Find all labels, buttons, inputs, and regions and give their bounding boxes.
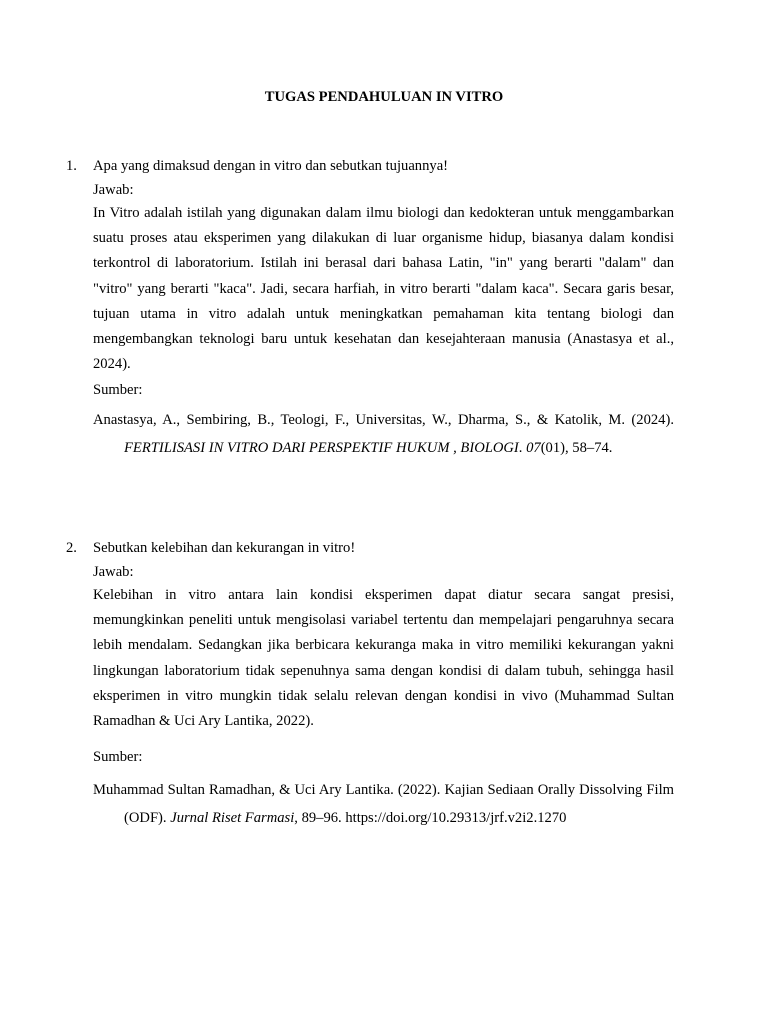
reference-text: Muhammad Sultan Ramadhan, & Uci Ary Lantika. (2022). Kajian Sediaan Orally Dissolving Film (ODF).	[93, 782, 674, 826]
reference-text: .	[518, 439, 527, 456]
question-text: Sebutkan kelebihan dan kekurangan in vitro!	[93, 540, 356, 556]
answer-text: In Vitro adalah istilah yang digunakan dalam ilmu biologi dan kedokteran untuk menggambarkan suatu proses atau eksperimen yang dilakukan di luar organisme hidup, biasanya dalam kondisi terkontrol di laboratorium. Istilah ini berasal dari bahasa Latin, "in" yang berarti "dalam" dan "vitro" yang berarti "kaca". Jadi, secara harfiah, in vitro berarti "dalam kaca". Secara garis besar, tujuan utama in vitro adalah untuk meningkatkan pemahaman kita tentang biologi dan mengembangkan teknologi baru untuk kesehatan dan kesejahteraan manusia (Anastasya et al., 2024).	[93, 205, 674, 373]
question-section-2	[66, 539, 674, 832]
reference-volume: 07	[526, 439, 541, 456]
question-row	[66, 157, 674, 175]
question-section-1	[66, 157, 674, 462]
question-text: Apa yang dimaksud dengan in vitro dan sebutkan tujuannya!	[93, 158, 449, 174]
reference-title: FERTILISASI IN VITRO DARI PERSPEKTIF HUKUM , BIOLOGI	[124, 439, 519, 456]
question-row	[66, 539, 674, 557]
reference-text: Anastasya, A., Sembiring, B., Teologi, F., Universitas, W., Dharma, S., & Katolik, M. (2024).	[93, 412, 674, 429]
reference-text: , 89–96. https://doi.org/10.29313/jrf.v2i2.1270	[294, 809, 567, 826]
reference-journal: Jurnal Riset Farmasi	[170, 809, 295, 826]
question-number: 1.	[66, 158, 77, 174]
answer-label: Jawab:	[93, 182, 134, 198]
reference-text: (01), 58–74.	[540, 439, 613, 456]
source-label: Sumber:	[93, 382, 143, 399]
answer-text: Kelebihan in vitro antara lain kondisi eksperimen dapat diatur secara sangat presisi, memungkinkan peneliti untuk mengisolasi variabel tertentu dan mempelajari pengaruhnya secara lebih mendalam. Sedangkan jika berbicara kekuranga maka in vitro memiliki kekurangan yakni lingkungan laboratorium tidak sepenuhnya sama dengan kondisi di dalam tubuh, sehingga hasil eksperimen in vitro mungkin tidak selalu relevan dengan kondisi in vivo (Muhammad Sultan Ramadhan & Uci Ary Lantika, 2022).	[93, 587, 674, 730]
source-label: Sumber:	[93, 749, 143, 766]
reference-entry	[93, 777, 674, 832]
document-title: TUGAS PENDAHULUAN IN VITRO	[264, 89, 504, 105]
question-number: 2.	[66, 540, 77, 556]
answer-label: Jawab:	[93, 564, 134, 580]
reference-entry	[93, 407, 674, 462]
